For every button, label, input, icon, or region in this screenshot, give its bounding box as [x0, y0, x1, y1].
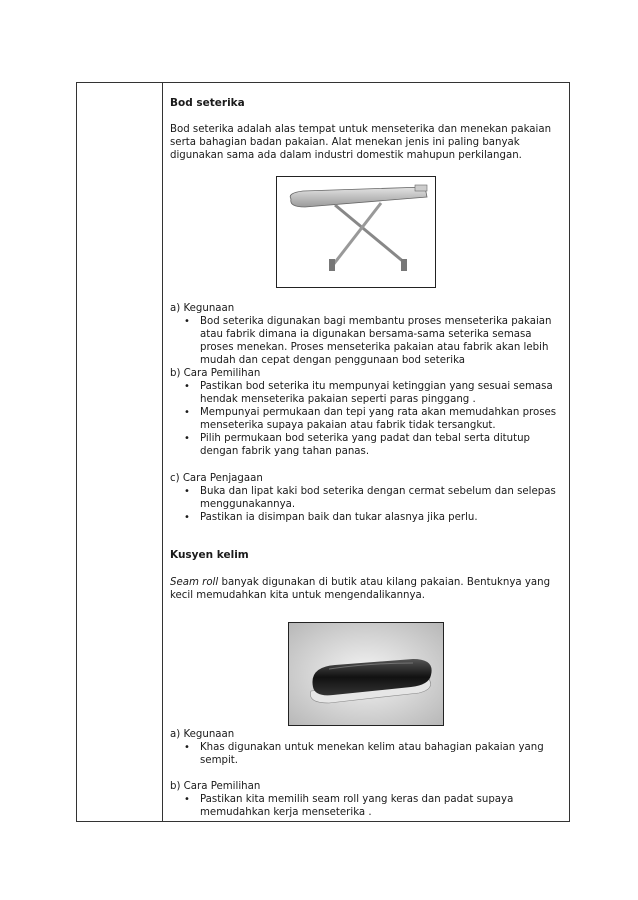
list-item: • Pastikan bod seterika itu mempunyai ketinggian yang sesuai semasa hendak menseterika pakaian seperti paras pinggang . [180, 380, 566, 406]
ironing-board-illustration [277, 177, 435, 287]
list-item: • Pilih permukaan bod seterika yang padat dan tebal serta ditutup dengan fabrik yang tahan panas. [180, 432, 566, 458]
ironing-board-image [276, 176, 436, 288]
bod-kegunaan-list [180, 315, 566, 367]
kusyen-kegunaan-list [180, 741, 566, 767]
bod-pemilihan-label: b) Cara Pemilihan [170, 368, 261, 379]
bod-penjagaan-label: c) Cara Penjagaan [170, 473, 263, 484]
seam-roll-image [288, 622, 444, 726]
bod-intro-paragraph: Bod seterika adalah alas tempat untuk menseterika dan menekan pakaian serta bahagian badan pakaian. Alat menekan jenis ini paling banyak digunakan sama ada dalam industri domestik mahupun perkilangan. [170, 124, 552, 161]
list-item: • Pastikan kita memilih seam roll yang keras dan padat supaya memudahkan kerja menseterika . [180, 793, 566, 819]
list-item: • Buka dan lipat kaki bod seterika dengan cermat sebelum dan selepas menggunakannya. [180, 485, 566, 511]
column-divider [162, 82, 163, 822]
bod-pemilihan-list [180, 380, 566, 458]
kusyen-pemilihan-list [180, 793, 566, 819]
kusyen-intro-text: banyak digunakan di butik atau kilang pakaian. Bentuknya yang kecil memudahkan kita untuk mengendalikannya. [170, 577, 551, 601]
heading-bod-seterika: Bod seterika [170, 97, 245, 109]
list-item: • Khas digunakan untuk menekan kelim atau bahagian pakaian yang sempit. [180, 741, 566, 767]
bod-penjagaan-list [180, 485, 566, 524]
heading-kusyen-kelim: Kusyen kelim [170, 549, 249, 561]
kusyen-pemilihan-label: b) Cara Pemilihan [170, 781, 261, 792]
seam-roll-term: Seam roll [170, 577, 219, 588]
seam-roll-illustration [289, 623, 443, 725]
bod-kegunaan-label: a) Kegunaan [170, 303, 235, 314]
list-item: • Mempunyai permukaan dan tepi yang rata akan memudahkan proses menseterika supaya pakaian atau fabrik tidak tersangkut. [180, 406, 566, 432]
kusyen-intro-paragraph [170, 576, 566, 602]
kusyen-kegunaan-label: a) Kegunaan [170, 729, 235, 740]
list-item: • Bod seterika digunakan bagi membantu proses menseterika pakaian atau fabrik dimana ia digunakan bersama-sama seterika semasa proses menekan. Proses menseterika pakaian atau fabrik akan lebih mudah dan cepat dengan penggunaan bod seterika [180, 315, 566, 367]
list-item: • Pastikan ia disimpan baik dan tukar alasnya jika perlu. [180, 511, 566, 524]
